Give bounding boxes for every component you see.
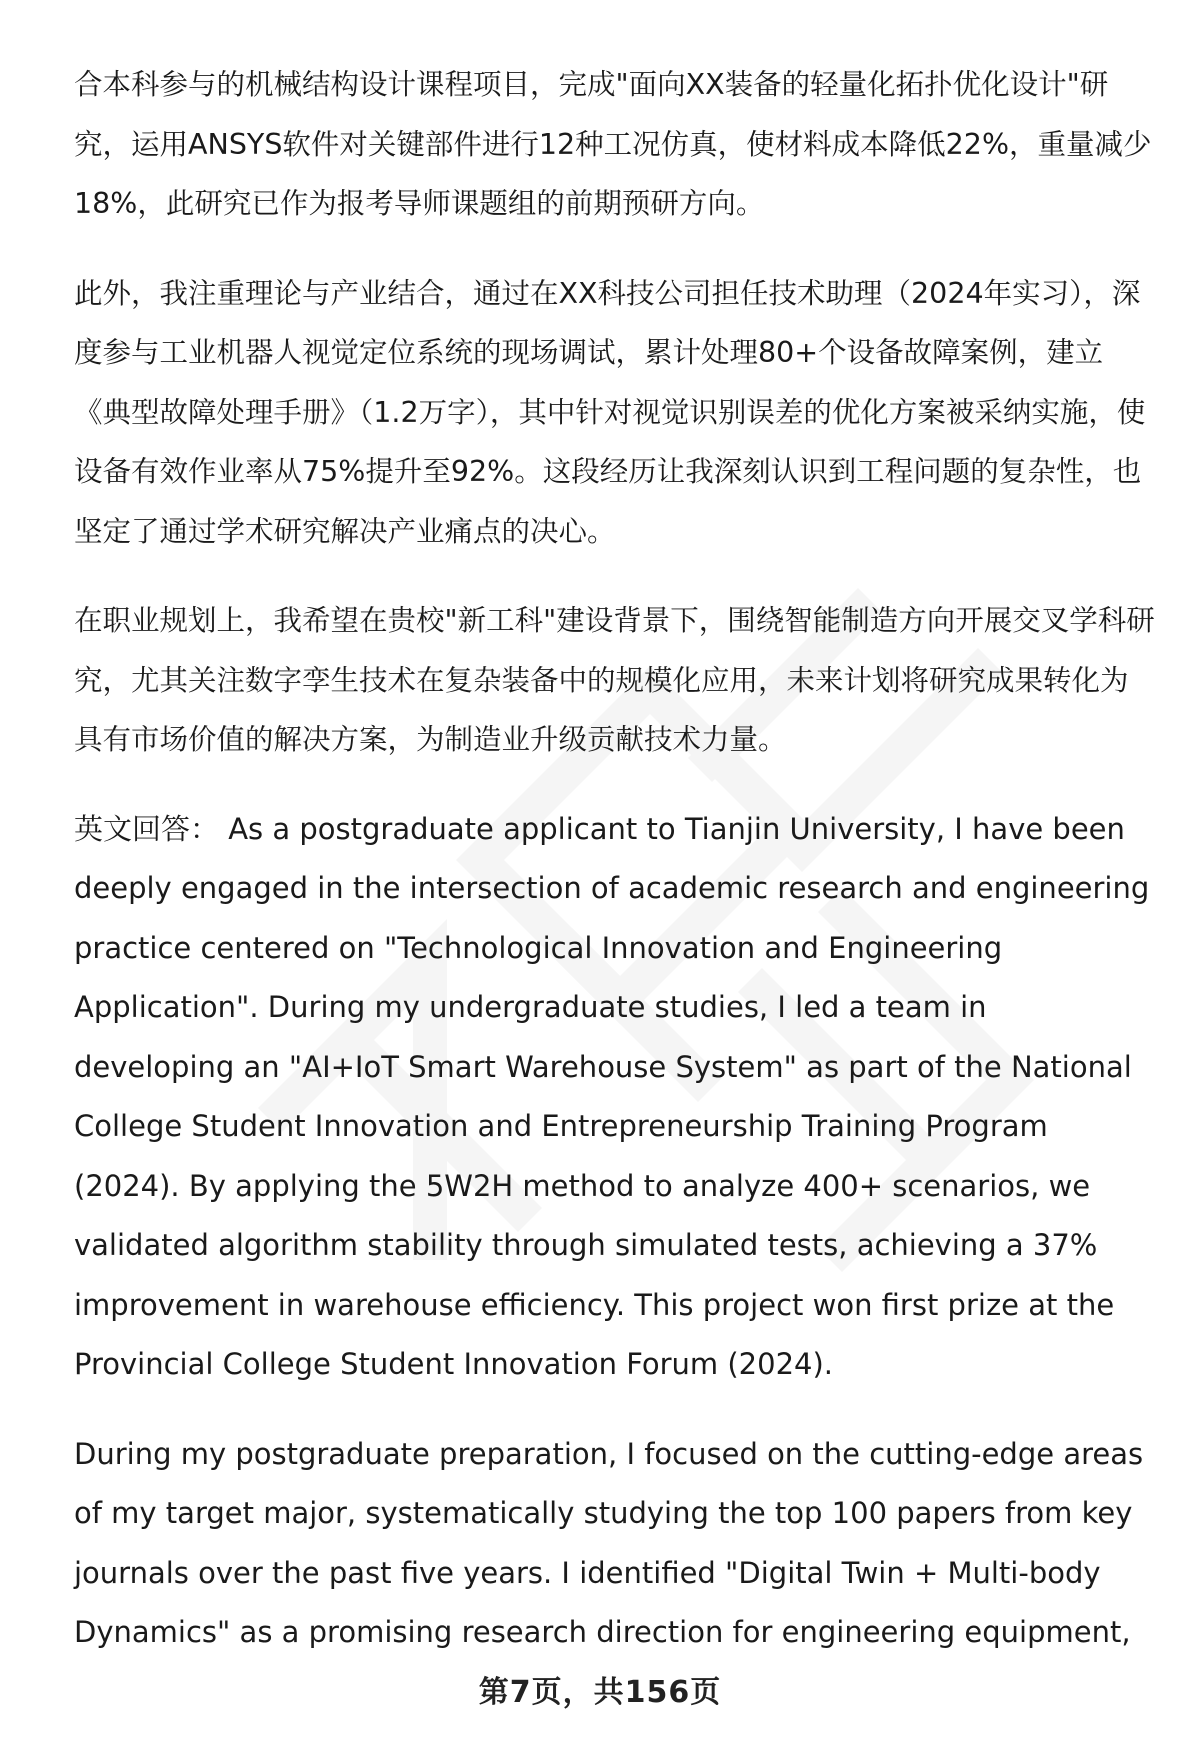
page-number-footer: 第7页，共156页	[478, 1675, 722, 1710]
paragraph-gap	[74, 234, 1156, 264]
paragraph-internship: 此外，我注重理论与产业结合，通过在XX科技公司担任技术助理（2024年实习），深度参与工业机器人视觉定位系统的现场调试，累计处理80+个设备故障案例，建立《典型故障处理手册》（1.2万字），其中针对视觉识别误差的优化方案被采纳实施，使设备有效作业率从75%提升至92%。这段经历让我深刻认识到工程问题的复杂性，也坚定了通过学术研究解决产业痛点的决心。	[74, 276, 1146, 548]
paragraph-postgraduate-prep: During my postgraduate preparation, I focused on the cutting-edge areas of my target major, systematically studying the top 100 papers from key journals over the past five years. I identified "Digital Twin + Multi-body Dynamics" as a promising research direction for engineering equipment,	[74, 1436, 1144, 1649]
page-content	[74, 55, 1156, 1663]
paragraph-career-plan: 在职业规划上，我希望在贵校"新工科"建设背景下，围绕智能制造方向开展交叉学科研究，尤其关注数字孪生技术在复杂装备中的规模化应用，未来计划将研究成果转化为具有市场价值的解决方案，为制造业升级贡献技术力量。	[74, 604, 1155, 756]
paragraph-english-answer: 英文回答： As a postgraduate applicant to Tianjin University, I have been deeply engaged in the intersection of academic research and engineering practice centered on "Technological Innovation and Engineering Application". During my undergraduate studies, I led a team in developing an "AI+IoT Smart Warehouse System" as part of the National College Student Innovation and Entrepreneurship Training Program (2024). By applying the 5W2H method to analyze 400+ scenarios, we validated algorithm stability through simulated tests, achieving a 37% improvement in warehouse efficiency. This project won first prize at the Provincial College Student Innovation Forum (2024).	[74, 811, 1150, 1381]
paragraph-gap	[74, 561, 1156, 591]
paragraph-gap	[74, 770, 1156, 800]
paragraph-research-project: 合本科参与的机械结构设计课程项目，完成"面向XX装备的轻量化拓扑优化设计"研究，运用ANSYS软件对关键部件进行12种工况仿真，使材料成本降低22%，重量减少18%，此研究已作为报考导师课题组的前期预研方向。	[74, 68, 1152, 220]
paragraph-gap	[74, 1395, 1156, 1425]
